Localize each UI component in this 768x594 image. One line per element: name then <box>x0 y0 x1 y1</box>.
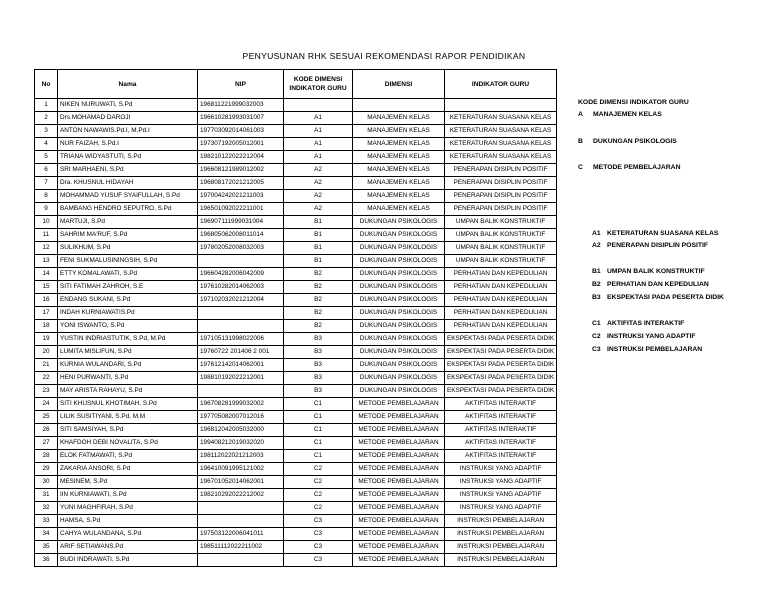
table-row <box>35 502 557 515</box>
table-row <box>35 450 557 463</box>
cell-dimensi: MANAJEMEN KELAS <box>353 138 445 151</box>
cell-indikator: INSTRUKSI YANG ADAPTIF <box>445 502 557 515</box>
cell-dimensi: METODE PEMBELAJARAN <box>353 541 445 554</box>
cell-dimensi: DUKUNGAN PSIKOLOGIS <box>353 268 445 281</box>
cell-nip: 197102032021212004 <box>198 294 284 307</box>
table-row <box>35 125 557 138</box>
cell-kode: C3 <box>284 554 353 567</box>
cell-dimensi <box>353 99 445 112</box>
cell-indikator: EKSPEKTASI PADA PESERTA DIDIK <box>445 346 557 359</box>
table-row <box>35 203 557 216</box>
cell-indikator: PENERAPAN DISIPLIN POSITIF <box>445 164 557 177</box>
cell-kode: B2 <box>284 320 353 333</box>
cell-no: 32 <box>35 502 58 515</box>
cell-nama: SITI KHUSNUL KHOTIMAH, S.Pd <box>58 398 198 411</box>
header-no: No <box>35 70 58 99</box>
cell-dimensi: DUKUNGAN PSIKOLOGIS <box>353 216 445 229</box>
cell-kode: A2 <box>284 190 353 203</box>
cell-no: 31 <box>35 489 58 502</box>
cell-nip: 197703092014061003 <box>198 125 284 138</box>
cell-indikator: UMPAN BALIK KONSTRUKTIF <box>445 242 557 255</box>
cell-no: 27 <box>35 437 58 450</box>
cell-nama: CAHYA WULANDANA, S.Pd <box>58 528 198 541</box>
cell-nama: Drs.MOHAMAD DAROJI <box>58 112 198 125</box>
cell-nip: 197612142014062001 <box>198 359 284 372</box>
cell-indikator: INSTRUKSI PEMBELAJARAN <box>445 528 557 541</box>
cell-no: 9 <box>35 203 58 216</box>
legend-dimension-code: C <box>578 164 583 171</box>
cell-indikator: AKTIFITAS INTERAKTIF <box>445 398 557 411</box>
cell-indikator: PERHATIAN DAN KEPEDULIAN <box>445 268 557 281</box>
cell-dimensi: METODE PEMBELAJARAN <box>353 437 445 450</box>
header-nip: NIP <box>198 70 284 99</box>
cell-kode: A1 <box>284 151 353 164</box>
cell-dimensi: MANAJEMEN KELAS <box>353 125 445 138</box>
cell-no: 16 <box>35 294 58 307</box>
cell-nip: 196907111999031004 <box>198 216 284 229</box>
cell-no: 36 <box>35 554 58 567</box>
legend-dimension-label: METODE PEMBELAJARAN <box>593 164 681 171</box>
cell-indikator: UMPAN BALIK KONSTRUKTIF <box>445 216 557 229</box>
cell-nama: Dra. KHUSNUL HIDAYAH <box>58 177 198 190</box>
cell-kode: B3 <box>284 372 353 385</box>
legend-indicator <box>592 242 708 249</box>
cell-nip <box>198 554 284 567</box>
cell-kode <box>284 99 353 112</box>
cell-nama: BAMBANG HENDRO SEPUTRO, S.Pd <box>58 203 198 216</box>
cell-kode: A1 <box>284 125 353 138</box>
cell-kode: A2 <box>284 164 353 177</box>
cell-nama: BUDI INDRAWATI, S.Pd <box>58 554 198 567</box>
table-row <box>35 99 557 112</box>
cell-indikator: INSTRUKSI PEMBELAJARAN <box>445 554 557 567</box>
cell-no: 13 <box>35 255 58 268</box>
cell-indikator: AKTIFITAS INTERAKTIF <box>445 424 557 437</box>
cell-dimensi: DUKUNGAN PSIKOLOGIS <box>353 320 445 333</box>
cell-nip: 197503122006041011 <box>198 528 284 541</box>
cell-indikator: PERHATIAN DAN KEPEDULIAN <box>445 294 557 307</box>
cell-dimensi: DUKUNGAN PSIKOLOGIS <box>353 229 445 242</box>
cell-kode: C1 <box>284 424 353 437</box>
cell-indikator: INSTRUKSI PEMBELAJARAN <box>445 541 557 554</box>
table-row <box>35 229 557 242</box>
cell-no: 3 <box>35 125 58 138</box>
cell-dimensi: DUKUNGAN PSIKOLOGIS <box>353 294 445 307</box>
cell-no: 14 <box>35 268 58 281</box>
cell-dimensi: DUKUNGAN PSIKOLOGIS <box>353 242 445 255</box>
legend-indicator <box>592 320 684 327</box>
cell-kode: C2 <box>284 489 353 502</box>
legend-indicator-code: C2 <box>592 333 601 340</box>
cell-kode: A1 <box>284 138 353 151</box>
cell-nip: 196701052014062001 <box>198 476 284 489</box>
cell-indikator: PENERAPAN DISIPLIN POSITIF <box>445 190 557 203</box>
rhk-table <box>34 69 557 567</box>
cell-no: 30 <box>35 476 58 489</box>
cell-no: 1 <box>35 99 58 112</box>
cell-indikator: PERHATIAN DAN KEPEDULIAN <box>445 307 557 320</box>
cell-dimensi: METODE PEMBELAJARAN <box>353 515 445 528</box>
cell-no: 26 <box>35 424 58 437</box>
table-row <box>35 151 557 164</box>
table-row <box>35 190 557 203</box>
cell-no: 6 <box>35 164 58 177</box>
cell-indikator: KETERATURAN SUASANA KELAS <box>445 125 557 138</box>
cell-nama: ARIF SETIAWANS.Pd <box>58 541 198 554</box>
legend-indicator <box>592 230 718 237</box>
cell-no: 4 <box>35 138 58 151</box>
header-indikator: INDIKATOR GURU <box>445 70 557 99</box>
cell-nip: 196610281993031007 <box>198 112 284 125</box>
cell-kode: C3 <box>284 515 353 528</box>
table-row <box>35 281 557 294</box>
cell-dimensi: DUKUNGAN PSIKOLOGIS <box>353 281 445 294</box>
cell-nama: ELOK FATMAWATI, S.Pd <box>58 450 198 463</box>
cell-indikator: AKTIFITAS INTERAKTIF <box>445 411 557 424</box>
cell-nama: KURNIA WULANDARI, S.Pd <box>58 359 198 372</box>
cell-dimensi: DUKUNGAN PSIKOLOGIS <box>353 307 445 320</box>
cell-dimensi: METODE PEMBELAJARAN <box>353 424 445 437</box>
cell-kode: B2 <box>284 268 353 281</box>
table-row <box>35 541 557 554</box>
legend-indicator <box>592 346 702 353</box>
cell-nama: INDAH KURNIAWATIS.Pd <box>58 307 198 320</box>
table-row <box>35 216 557 229</box>
legend-indicator-code: C1 <box>592 320 601 327</box>
cell-dimensi: MANAJEMEN KELAS <box>353 151 445 164</box>
cell-nip: 196812042005032000 <box>198 424 284 437</box>
cell-nip: 199408212019032020 <box>198 437 284 450</box>
cell-indikator: INSTRUKSI PEMBELAJARAN <box>445 515 557 528</box>
cell-nip <box>198 515 284 528</box>
table-row <box>35 359 557 372</box>
cell-no: 35 <box>35 541 58 554</box>
cell-nama: KHAFDOH DEBI NOVALITA, S.Pd <box>58 437 198 450</box>
cell-no: 34 <box>35 528 58 541</box>
cell-indikator: INSTRUKSI YANG ADAPTIF <box>445 476 557 489</box>
cell-nip: 196708281999032002 <box>198 398 284 411</box>
cell-indikator: UMPAN BALIK KONSTRUKTIF <box>445 255 557 268</box>
cell-nip: 198112022021212003 <box>198 450 284 463</box>
cell-nama: NIKEN NURUWATI, S.Pd <box>58 99 198 112</box>
legend-dimension-label: DUKUNGAN PSIKOLOGIS <box>593 138 677 145</box>
cell-indikator: KETERATURAN SUASANA KELAS <box>445 112 557 125</box>
cell-nip: 19760722 201406 2 001 <box>198 346 284 359</box>
cell-nip: 198511112022211002 <box>198 541 284 554</box>
cell-nama: SITI FATIMAH ZAHROH, S.E <box>58 281 198 294</box>
cell-nama: SULIKHUM, S.Pd <box>58 242 198 255</box>
cell-indikator: PENERAPAN DISIPLIN POSITIF <box>445 177 557 190</box>
legend-indicator-label: INSTRUKSI YANG ADAPTIF <box>607 333 696 340</box>
table-row <box>35 554 557 567</box>
table-row <box>35 333 557 346</box>
cell-nama: IIN KURNIAWATI, S.Pd <box>58 489 198 502</box>
table-row <box>35 385 557 398</box>
table-row <box>35 372 557 385</box>
cell-nama: LUMITA MISLIFUN, S.Pd <box>58 346 198 359</box>
cell-kode: C1 <box>284 411 353 424</box>
legend-indicator <box>592 268 705 275</box>
cell-no: 2 <box>35 112 58 125</box>
table-row <box>35 437 557 450</box>
cell-nama: ANTON NAWAWIS.Pd.I, M.Pd.I <box>58 125 198 138</box>
table-row <box>35 242 557 255</box>
legend-indicator-label: AKTIFITAS INTERAKTIF <box>607 320 685 327</box>
table-row <box>35 528 557 541</box>
cell-kode: A2 <box>284 203 353 216</box>
cell-kode: B2 <box>284 281 353 294</box>
cell-kode: B3 <box>284 346 353 359</box>
cell-nama: MARTUJI, S.Pd <box>58 216 198 229</box>
cell-dimensi: METODE PEMBELAJARAN <box>353 463 445 476</box>
cell-no: 33 <box>35 515 58 528</box>
table-row <box>35 268 557 281</box>
table-row <box>35 411 557 424</box>
cell-no: 20 <box>35 346 58 359</box>
cell-no: 11 <box>35 229 58 242</box>
cell-kode: B3 <box>284 385 353 398</box>
cell-nip: 196604282006042009 <box>198 268 284 281</box>
legend-indicator-label: EKSPEKTASI PADA PESERTA DIDIK <box>607 294 724 301</box>
cell-nip <box>198 385 284 398</box>
table-header-row <box>35 70 557 99</box>
cell-nama: TRIANA WIDYASTUTI, S.Pd <box>58 151 198 164</box>
cell-nip: 196501092022211001 <box>198 203 284 216</box>
cell-nama: MAY ARISTA RAHAYU, S.Pd <box>58 385 198 398</box>
cell-nama: SRI MARHAENI, S.Pd <box>58 164 198 177</box>
cell-nip: 197307192005012001 <box>198 138 284 151</box>
cell-dimensi: METODE PEMBELAJARAN <box>353 502 445 515</box>
cell-dimensi: MANAJEMEN KELAS <box>353 112 445 125</box>
legend-indicator-label: PENERAPAN DISIPLIN POSITIF <box>607 242 709 249</box>
cell-kode: C1 <box>284 398 353 411</box>
cell-dimensi: METODE PEMBELAJARAN <box>353 450 445 463</box>
cell-indikator <box>445 99 557 112</box>
cell-kode: B3 <box>284 359 353 372</box>
cell-indikator: PENERAPAN DISIPLIN POSITIF <box>445 203 557 216</box>
legend-indicator-label: KETERATURAN SUASANA KELAS <box>607 230 719 237</box>
cell-nama: MESINEM, S.Pd <box>58 476 198 489</box>
cell-nip: 197105131998022006 <box>198 333 284 346</box>
cell-dimensi: MANAJEMEN KELAS <box>353 190 445 203</box>
cell-kode: C2 <box>284 463 353 476</box>
legend-dimension <box>578 164 681 171</box>
cell-kode: B1 <box>284 255 353 268</box>
cell-indikator: KETERATURAN SUASANA KELAS <box>445 138 557 151</box>
cell-no: 29 <box>35 463 58 476</box>
legend-indicator-label: INSTRUKSI PEMBELAJARAN <box>607 346 703 353</box>
cell-indikator: PERHATIAN DAN KEPEDULIAN <box>445 320 557 333</box>
table-row <box>35 138 557 151</box>
cell-kode: A1 <box>284 112 353 125</box>
table-row <box>35 320 557 333</box>
cell-no: 5 <box>35 151 58 164</box>
legend-indicator-code: B3 <box>592 294 601 301</box>
cell-nip: 197705082007012016 <box>198 411 284 424</box>
page-title: PENYUSUNAN RHK SESUAI REKOMENDASI RAPOR PENDIDIKAN <box>242 51 526 61</box>
legend-indicator-code: B2 <box>592 281 601 288</box>
cell-kode: C3 <box>284 528 353 541</box>
cell-kode: B3 <box>284 333 353 346</box>
cell-indikator: EKSPEKTASI PADA PESERTA DIDIK <box>445 333 557 346</box>
cell-dimensi: METODE PEMBELAJARAN <box>353 489 445 502</box>
legend-dimension-label: MANAJEMEN KELAS <box>593 111 662 118</box>
cell-indikator: PERHATIAN DAN KEPEDULIAN <box>445 281 557 294</box>
cell-nip <box>198 502 284 515</box>
cell-nama: SITI SAMSIYAH, S.Pd <box>58 424 198 437</box>
cell-nama: HENI PURWANTI, S.Pd <box>58 372 198 385</box>
table-row <box>35 476 557 489</box>
cell-nama: NUR FAIZAH, S.Pd.I <box>58 138 198 151</box>
cell-nip: 197004242021211003 <box>198 190 284 203</box>
cell-dimensi: DUKUNGAN PSIKOLOGIS <box>353 346 445 359</box>
legend-indicator-code: C3 <box>592 346 601 353</box>
cell-nama: YONI ISWANTO, S.Pd <box>58 320 198 333</box>
cell-nip: 196805062008011014 <box>198 229 284 242</box>
table-row <box>35 398 557 411</box>
legend-indicator-code: B1 <box>592 268 601 275</box>
cell-kode: C2 <box>284 502 353 515</box>
table-row <box>35 294 557 307</box>
table-row <box>35 112 557 125</box>
legend-dimension <box>578 111 662 118</box>
cell-indikator: KETERATURAN SUASANA KELAS <box>445 151 557 164</box>
legend-indicator <box>592 294 724 301</box>
table-row <box>35 177 557 190</box>
legend-indicator-label: PERHATIAN DAN KEPEDULIAN <box>607 281 709 288</box>
cell-nip: 198210122022212004 <box>198 151 284 164</box>
cell-nama: HAMSA, S.Pd <box>58 515 198 528</box>
cell-nip: 197802052008032003 <box>198 242 284 255</box>
cell-nip: 196608121989012002 <box>198 164 284 177</box>
cell-dimensi: MANAJEMEN KELAS <box>353 177 445 190</box>
cell-indikator: UMPAN BALIK KONSTRUKTIF <box>445 229 557 242</box>
cell-nip: 196811221999032003 <box>198 99 284 112</box>
cell-kode: C2 <box>284 476 353 489</box>
cell-kode: B2 <box>284 307 353 320</box>
cell-dimensi: METODE PEMBELAJARAN <box>353 528 445 541</box>
cell-no: 21 <box>35 359 58 372</box>
header-nama: Nama <box>58 70 198 99</box>
cell-no: 23 <box>35 385 58 398</box>
cell-no: 12 <box>35 242 58 255</box>
cell-nama: ETTY KOMALAWATI, S.Pd <box>58 268 198 281</box>
cell-nama: MOHAMMAD YUSUF SYAIFULLAH, S.Pd <box>58 190 198 203</box>
header-kode: KODE DIMENSI INDIKATOR GURU <box>284 70 353 99</box>
cell-no: 24 <box>35 398 58 411</box>
cell-no: 28 <box>35 450 58 463</box>
cell-dimensi: METODE PEMBELAJARAN <box>353 411 445 424</box>
cell-nip: 198210292022212002 <box>198 489 284 502</box>
table-row <box>35 424 557 437</box>
cell-nip: 197610282014062003 <box>198 281 284 294</box>
cell-indikator: EKSPEKTASI PADA PESERTA DIDIK <box>445 359 557 372</box>
table-row <box>35 255 557 268</box>
cell-nip: 198810192022212001 <box>198 372 284 385</box>
cell-dimensi: METODE PEMBELAJARAN <box>353 554 445 567</box>
cell-nama: LILIK SUSITIYANI, S.Pd, M.M <box>58 411 198 424</box>
table-row <box>35 463 557 476</box>
legend-indicator-code: A2 <box>592 242 601 249</box>
cell-nip <box>198 255 284 268</box>
cell-indikator: INSTRUKSI YANG ADAPTIF <box>445 463 557 476</box>
cell-dimensi: METODE PEMBELAJARAN <box>353 398 445 411</box>
cell-kode: B1 <box>284 216 353 229</box>
cell-nama: ZAKARIA ANSORI, S.Pd <box>58 463 198 476</box>
cell-no: 25 <box>35 411 58 424</box>
cell-nip <box>198 320 284 333</box>
cell-no: 22 <box>35 372 58 385</box>
table-row <box>35 346 557 359</box>
cell-no: 18 <box>35 320 58 333</box>
cell-nama: YUSTIN INDRIASTUTIK, S.Pd, M.Pd <box>58 333 198 346</box>
table-row <box>35 164 557 177</box>
legend-indicator <box>592 281 709 288</box>
cell-nama: YUNI MAGHFIRAH, S.Pd <box>58 502 198 515</box>
cell-no: 10 <box>35 216 58 229</box>
legend-indicator-label: UMPAN BALIK KONSTRUKTIF <box>607 268 705 275</box>
cell-kode: B2 <box>284 294 353 307</box>
cell-no: 17 <box>35 307 58 320</box>
cell-nip: 196808172021212005 <box>198 177 284 190</box>
table-row <box>35 489 557 502</box>
cell-nama: ENDANG SUKANI, S.Pd <box>58 294 198 307</box>
legend-indicator <box>592 333 696 340</box>
cell-kode: B1 <box>284 242 353 255</box>
cell-nip <box>198 307 284 320</box>
legend-dimension-code: A <box>578 111 583 118</box>
cell-nama: SAHRIM MA'RUF, S.Pd <box>58 229 198 242</box>
cell-indikator: EKSPEKTASI PADA PESERTA DIDIK <box>445 372 557 385</box>
cell-dimensi: METODE PEMBELAJARAN <box>353 476 445 489</box>
cell-nama: FENI SUKMALUSININGSIH, S.Pd <box>58 255 198 268</box>
cell-kode: C1 <box>284 450 353 463</box>
cell-no: 15 <box>35 281 58 294</box>
cell-dimensi: DUKUNGAN PSIKOLOGIS <box>353 255 445 268</box>
cell-kode: C3 <box>284 541 353 554</box>
cell-dimensi: DUKUNGAN PSIKOLOGIS <box>353 359 445 372</box>
legend-heading: KODE DIMENSI INDIKATOR GURU <box>578 99 689 106</box>
cell-no: 8 <box>35 190 58 203</box>
legend-indicator-code: A1 <box>592 230 601 237</box>
header-dimensi: DIMENSI <box>353 70 445 99</box>
cell-no: 19 <box>35 333 58 346</box>
table-row <box>35 307 557 320</box>
cell-dimensi: DUKUNGAN PSIKOLOGIS <box>353 333 445 346</box>
cell-kode: A2 <box>284 177 353 190</box>
cell-dimensi: MANAJEMEN KELAS <box>353 164 445 177</box>
cell-kode: C1 <box>284 437 353 450</box>
legend-dimension <box>578 138 677 145</box>
cell-no: 7 <box>35 177 58 190</box>
cell-nip: 196410091995121002 <box>198 463 284 476</box>
cell-indikator: AKTIFITAS INTERAKTIF <box>445 450 557 463</box>
cell-dimensi: DUKUNGAN PSIKOLOGIS <box>353 385 445 398</box>
cell-indikator: AKTIFITAS INTERAKTIF <box>445 437 557 450</box>
cell-dimensi: MANAJEMEN KELAS <box>353 203 445 216</box>
cell-kode: B1 <box>284 229 353 242</box>
table-row <box>35 515 557 528</box>
cell-indikator: INSTRUKSI YANG ADAPTIF <box>445 489 557 502</box>
cell-indikator: EKSPEKTASI PADA PESERTA DIDIK <box>445 385 557 398</box>
cell-dimensi: DUKUNGAN PSIKOLOGIS <box>353 372 445 385</box>
legend-dimension-code: B <box>578 138 583 145</box>
